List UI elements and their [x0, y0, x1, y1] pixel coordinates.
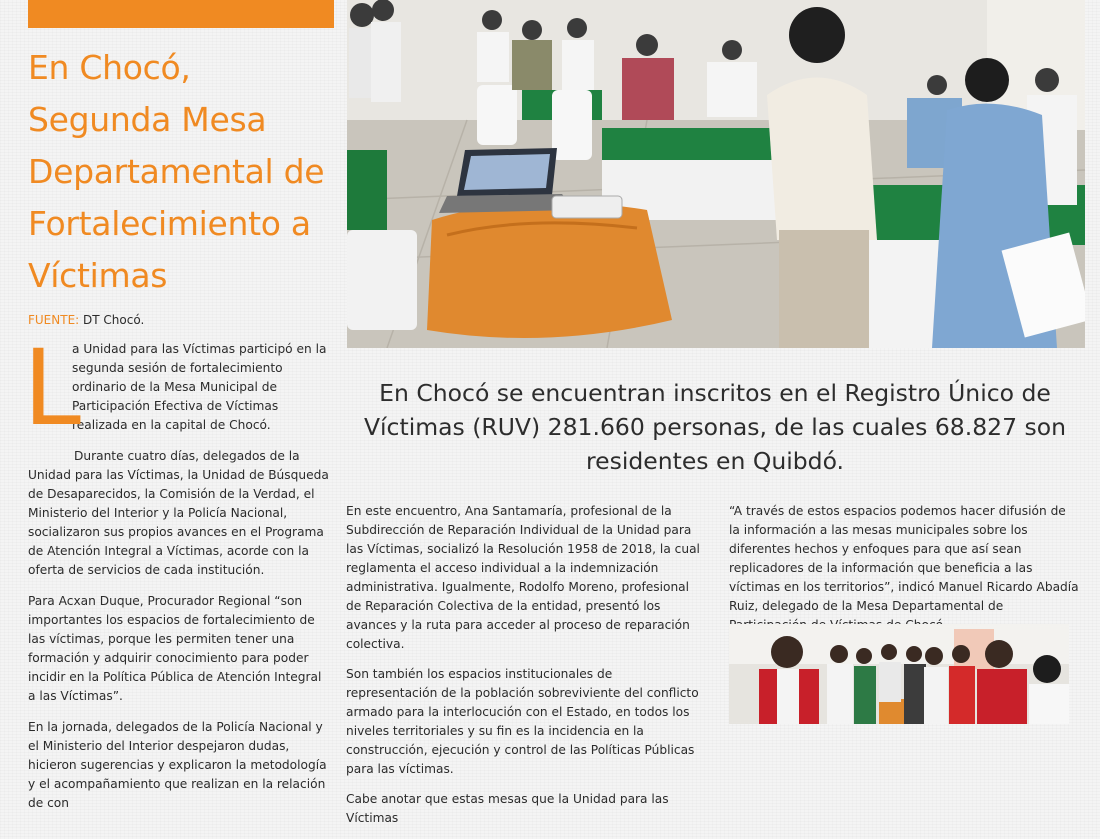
main-photo	[347, 0, 1085, 348]
body-paragraph: Para Acxan Duque, Procurador Regional “son importantes los espacios de fortalecimiento de las víctimas, porque les permiten tener una formación y adquirir conocimiento para poder incidir en la Política Pública de Atención Integral a las Víctimas”.	[28, 594, 322, 703]
body-paragraph: Cabe anotar que estas mesas que la Unidad para las Víctimas	[346, 792, 669, 825]
middle-column	[346, 502, 706, 839]
right-column	[729, 502, 1079, 635]
source-value: DT Chocó.	[83, 313, 145, 327]
header-accent-bar	[28, 0, 334, 28]
meeting-photo-illustration	[347, 0, 1085, 348]
left-column	[23, 327, 330, 825]
highlight-statement: En Chocó se encuentran inscritos en el Registro Único de Víctimas (RUV) 281.660 personas, de las cuales 68.827 son residentes en Quibdó.	[363, 379, 1067, 475]
body-paragraph: Son también los espacios institucionales de representación de la población sobreviviente del conflicto armado para la interlocución con el Estado, en todos los niveles territoriales y su fin es la incidencia en la construcción, ejecución y control de las Políticas Públicas para las víctimas.	[346, 667, 699, 776]
source-line	[28, 312, 144, 328]
source-label: FUENTE:	[28, 313, 80, 327]
article-title: En Chocó, Segunda Mesa Departamental de Fortalecimiento a Víctimas	[28, 48, 325, 295]
quote-paragraph: “A través de estos espacios podemos hacer difusión de la información a las mesas municipales sobre los diferentes hechos y enfoques para que así sean replicadores de la información que beneficia a las víctimas en los territorios”, indicó Manuel Ricardo Abadía Ruiz, delegado de la Mesa Departamental de	[729, 504, 1079, 613]
body-paragraph: Durante cuatro días, delegados de la Unidad para las Víctimas, la Unidad de Búsqueda de Desaparecidos, la Comisión de la Verdad, el Ministerio del Interior y la Policía Nacional, socializaron sus propios avances en el Programa de Atención Integral a Víctimas, acorde con la oferta de servicios de cada institución.	[28, 449, 329, 577]
intro-paragraph: a Unidad para las Víctimas participó en la segunda sesión de fortalecimiento ordinario de la Mesa Municipal de Participación Efectiva de Víctimas realizada en la capital de Chocó.	[72, 342, 327, 432]
secondary-photo	[729, 624, 1069, 724]
intro-paragraph-block	[23, 327, 330, 449]
group-photo-illustration	[729, 624, 1069, 724]
drop-cap: L	[23, 327, 81, 449]
body-paragraph: En este encuentro, Ana Santamaría, profesional de la Subdirección de Reparación Individual de la Unidad para las Víctimas, socializó la Resolución 1958 de 2018, la cual reglamenta el acceso individual a la indemnización administrativa. Igualmente, Rodolfo Moreno, profesional de Reparación Colectiva de la entidad, presentó los avances y la ruta para acceder al proceso de reparación colectiva.	[346, 504, 700, 651]
body-paragraph: En la jornada, delegados de la Policía Nacional y el Ministerio del Interior despejaron dudas, hicieron sugerencias y explicaron la metodología y el acompañamiento que realizan en la relación de con	[28, 720, 327, 810]
